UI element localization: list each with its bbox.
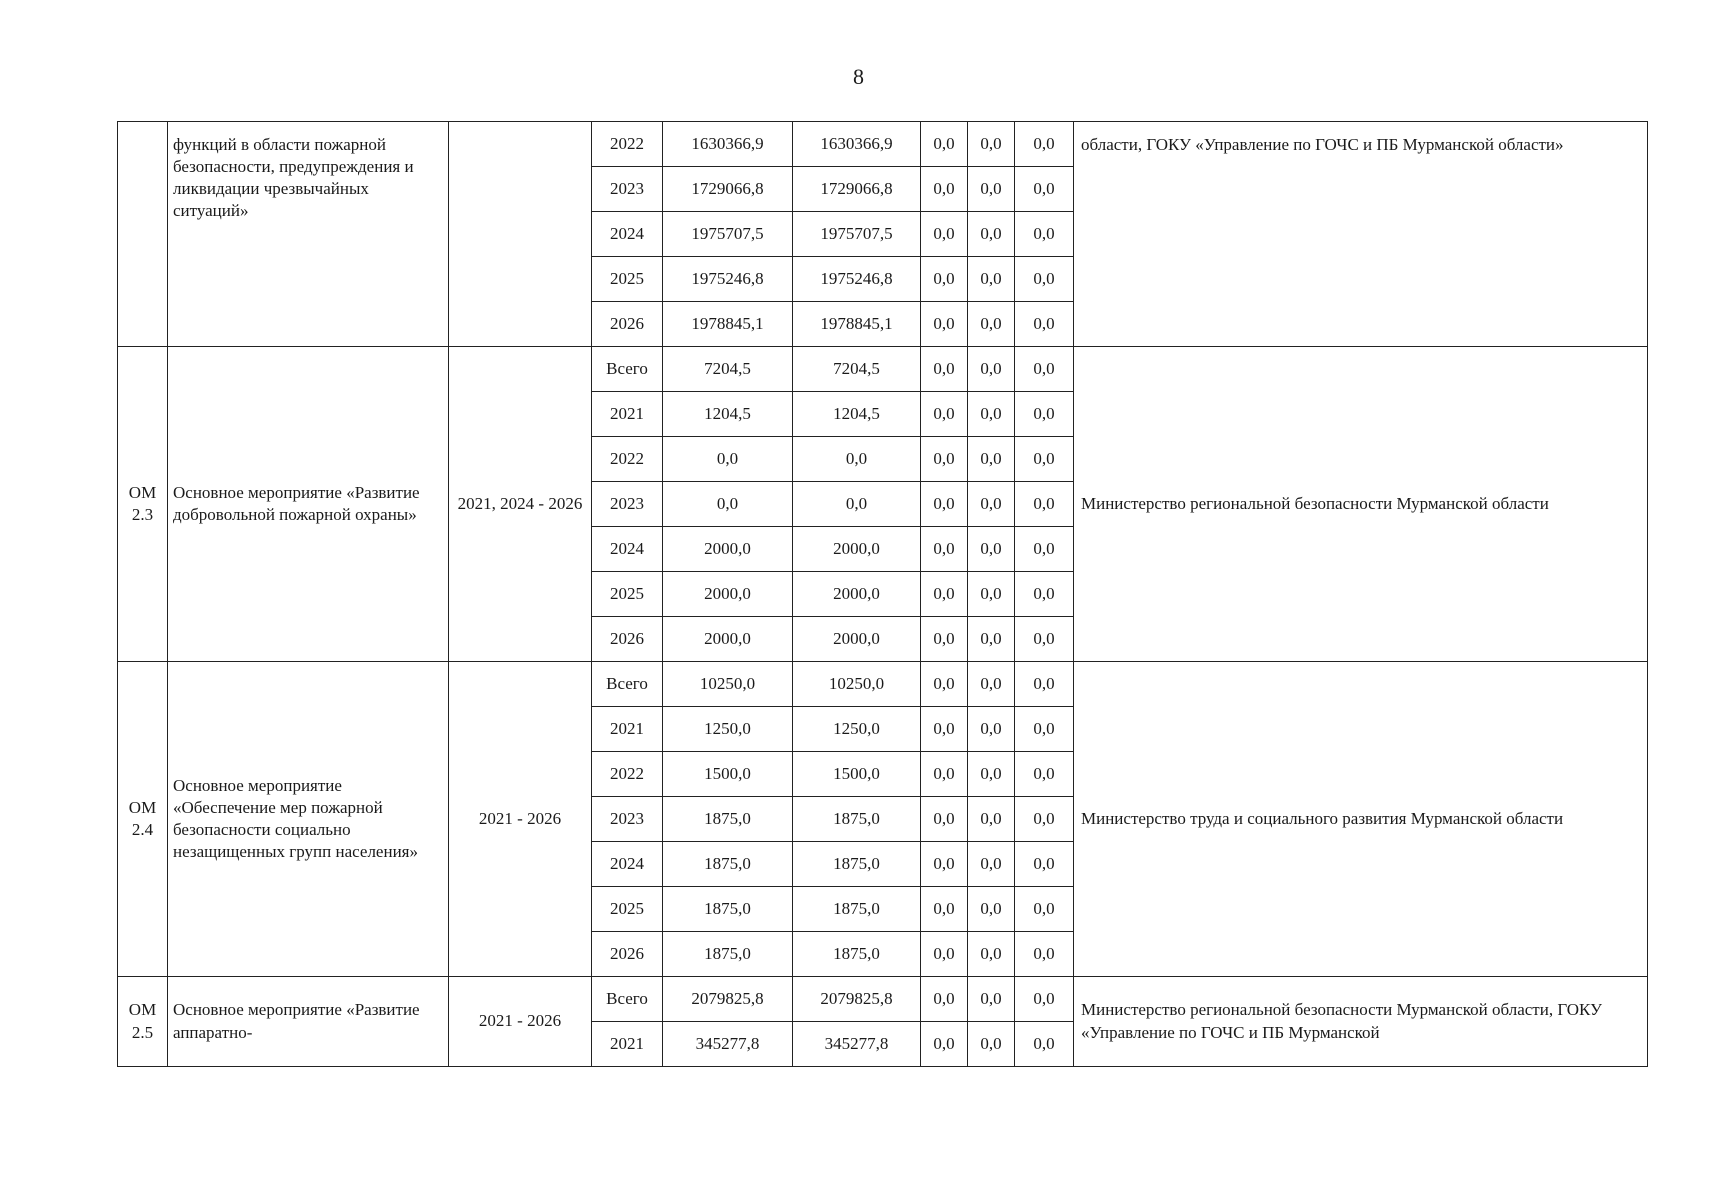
year-cell: 2021 [592,392,663,437]
local-amount-cell: 0,0 [968,572,1015,617]
year-cell: 2025 [592,887,663,932]
measure-code-cell [118,122,168,347]
total-amount-cell: 1729066,8 [663,167,793,212]
other-amount-cell: 0,0 [1015,707,1074,752]
measure-name: Основное мероприятие «Развитие добровольной пожарной охраны» [168,347,449,662]
total-amount-cell: 0,0 [663,482,793,527]
total-amount-cell: 10250,0 [663,662,793,707]
total-amount-cell: 2000,0 [663,617,793,662]
federal-amount-cell: 0,0 [921,347,968,392]
total-amount-cell: 1250,0 [663,707,793,752]
year-cell: 2025 [592,257,663,302]
regional-amount-cell: 2000,0 [793,572,921,617]
other-amount-cell: 0,0 [1015,752,1074,797]
local-amount-cell: 0,0 [968,842,1015,887]
local-amount-cell: 0,0 [968,122,1015,167]
federal-amount-cell: 0,0 [921,617,968,662]
local-amount-cell: 0,0 [968,1022,1015,1067]
other-amount-cell: 0,0 [1015,527,1074,572]
regional-amount-cell: 1875,0 [793,887,921,932]
measure-code-cell [118,347,168,662]
year-cell: 2026 [592,617,663,662]
federal-amount-cell: 0,0 [921,167,968,212]
other-amount-cell: 0,0 [1015,392,1074,437]
federal-amount-cell: 0,0 [921,212,968,257]
measure-code-number: 2.4 [131,820,154,839]
table-row [118,977,1648,1022]
total-amount-cell: 1875,0 [663,932,793,977]
measure-period: 2021, 2024 - 2026 [449,347,592,662]
regional-amount-cell: 1729066,8 [793,167,921,212]
total-amount-cell: 1630366,9 [663,122,793,167]
regional-amount-cell: 1975246,8 [793,257,921,302]
federal-amount-cell: 0,0 [921,887,968,932]
total-amount-cell: 1875,0 [663,887,793,932]
federal-amount-cell: 0,0 [921,392,968,437]
total-amount-cell: 1204,5 [663,392,793,437]
regional-amount-cell: 7204,5 [793,347,921,392]
other-amount-cell: 0,0 [1015,482,1074,527]
year-cell: 2026 [592,932,663,977]
regional-amount-cell: 0,0 [793,437,921,482]
measure-name: Основное мероприятие «Обеспечение мер пожарной безопасности социально незащищенных групп населения» [168,662,449,977]
other-amount-cell: 0,0 [1015,122,1074,167]
measure-period: 2021 - 2026 [449,662,592,977]
regional-amount-cell: 1875,0 [793,932,921,977]
other-amount-cell: 0,0 [1015,1022,1074,1067]
federal-amount-cell: 0,0 [921,257,968,302]
executor-cell: Министерство региональной безопасности Мурманской области, ГОКУ «Управление по ГОЧС и ПБ Мурманской [1074,977,1648,1067]
local-amount-cell: 0,0 [968,617,1015,662]
regional-amount-cell: 1500,0 [793,752,921,797]
regional-amount-cell: 0,0 [793,482,921,527]
other-amount-cell: 0,0 [1015,212,1074,257]
measure-period [449,122,592,347]
total-amount-cell: 345277,8 [663,1022,793,1067]
regional-amount-cell: 1875,0 [793,842,921,887]
regional-amount-cell: 345277,8 [793,1022,921,1067]
local-amount-cell: 0,0 [968,662,1015,707]
total-amount-cell: 1875,0 [663,797,793,842]
page-number: 8 [853,64,864,89]
federal-amount-cell: 0,0 [921,662,968,707]
other-amount-cell: 0,0 [1015,842,1074,887]
regional-amount-cell: 2079825,8 [793,977,921,1022]
local-amount-cell: 0,0 [968,482,1015,527]
total-amount-cell: 1500,0 [663,752,793,797]
federal-amount-cell: 0,0 [921,977,968,1022]
regional-amount-cell: 1204,5 [793,392,921,437]
total-amount-cell: 7204,5 [663,347,793,392]
other-amount-cell: 0,0 [1015,932,1074,977]
measure-code-number: 2.3 [131,505,154,524]
total-amount-cell: 0,0 [663,437,793,482]
regional-amount-cell: 1978845,1 [793,302,921,347]
local-amount-cell: 0,0 [968,977,1015,1022]
local-amount-cell: 0,0 [968,347,1015,392]
other-amount-cell: 0,0 [1015,437,1074,482]
regional-amount-cell: 1250,0 [793,707,921,752]
measure-code-prefix: ОМ [128,797,157,817]
year-cell: 2021 [592,707,663,752]
regional-amount-cell: 1875,0 [793,797,921,842]
year-cell: 2023 [592,797,663,842]
local-amount-cell: 0,0 [968,167,1015,212]
measure-code-prefix: ОМ [128,482,157,502]
local-amount-cell: 0,0 [968,527,1015,572]
year-cell: 2023 [592,167,663,212]
federal-amount-cell: 0,0 [921,122,968,167]
other-amount-cell: 0,0 [1015,662,1074,707]
total-amount-cell: 1975246,8 [663,257,793,302]
measure-code-number: 2.5 [131,1022,154,1042]
executor-cell: Министерство региональной безопасности Мурманской области [1074,347,1648,662]
year-cell: 2025 [592,572,663,617]
year-cell: Всего [592,347,663,392]
federal-amount-cell: 0,0 [921,932,968,977]
regional-amount-cell: 2000,0 [793,617,921,662]
regional-amount-cell: 1630366,9 [793,122,921,167]
federal-amount-cell: 0,0 [921,572,968,617]
other-amount-cell: 0,0 [1015,302,1074,347]
year-cell: 2024 [592,842,663,887]
other-amount-cell: 0,0 [1015,572,1074,617]
federal-amount-cell: 0,0 [921,437,968,482]
total-amount-cell: 2079825,8 [663,977,793,1022]
federal-amount-cell: 0,0 [921,797,968,842]
measure-name: Основное мероприятие «Развитие аппаратно- [168,977,449,1067]
measure-name: функций в области пожарной безопасности, предупреждения и ликвидации чрезвычайных ситуаций» [168,122,449,347]
total-amount-cell: 2000,0 [663,572,793,617]
measure-code-cell [118,662,168,977]
local-amount-cell: 0,0 [968,797,1015,842]
other-amount-cell: 0,0 [1015,887,1074,932]
year-cell: 2024 [592,212,663,257]
other-amount-cell: 0,0 [1015,257,1074,302]
regional-amount-cell: 2000,0 [793,527,921,572]
local-amount-cell: 0,0 [968,932,1015,977]
total-amount-cell: 2000,0 [663,527,793,572]
year-cell: 2024 [592,527,663,572]
budget-table [117,121,1648,1067]
local-amount-cell: 0,0 [968,887,1015,932]
other-amount-cell: 0,0 [1015,617,1074,662]
other-amount-cell: 0,0 [1015,167,1074,212]
local-amount-cell: 0,0 [968,257,1015,302]
federal-amount-cell: 0,0 [921,1022,968,1067]
other-amount-cell: 0,0 [1015,977,1074,1022]
local-amount-cell: 0,0 [968,212,1015,257]
federal-amount-cell: 0,0 [921,752,968,797]
year-cell: 2023 [592,482,663,527]
table-row [118,347,1648,392]
local-amount-cell: 0,0 [968,392,1015,437]
table-row [118,122,1648,167]
year-cell: 2022 [592,122,663,167]
measure-code-prefix: ОМ [128,1000,157,1020]
total-amount-cell: 1975707,5 [663,212,793,257]
executor-cell: области, ГОКУ «Управление по ГОЧС и ПБ Мурманской области» [1074,122,1648,347]
local-amount-cell: 0,0 [968,437,1015,482]
measure-period: 2021 - 2026 [449,977,592,1067]
year-cell: 2026 [592,302,663,347]
regional-amount-cell: 1975707,5 [793,212,921,257]
year-cell: Всего [592,977,663,1022]
year-cell: Всего [592,662,663,707]
local-amount-cell: 0,0 [968,752,1015,797]
total-amount-cell: 1875,0 [663,842,793,887]
other-amount-cell: 0,0 [1015,797,1074,842]
federal-amount-cell: 0,0 [921,527,968,572]
other-amount-cell: 0,0 [1015,347,1074,392]
regional-amount-cell: 10250,0 [793,662,921,707]
executor-cell: Министерство труда и социального развития Мурманской области [1074,662,1648,977]
local-amount-cell: 0,0 [968,707,1015,752]
total-amount-cell: 1978845,1 [663,302,793,347]
year-cell: 2021 [592,1022,663,1067]
federal-amount-cell: 0,0 [921,482,968,527]
federal-amount-cell: 0,0 [921,302,968,347]
year-cell: 2022 [592,752,663,797]
measure-code-cell [118,977,168,1067]
year-cell: 2022 [592,437,663,482]
federal-amount-cell: 0,0 [921,707,968,752]
local-amount-cell: 0,0 [968,302,1015,347]
table-row [118,662,1648,707]
federal-amount-cell: 0,0 [921,842,968,887]
